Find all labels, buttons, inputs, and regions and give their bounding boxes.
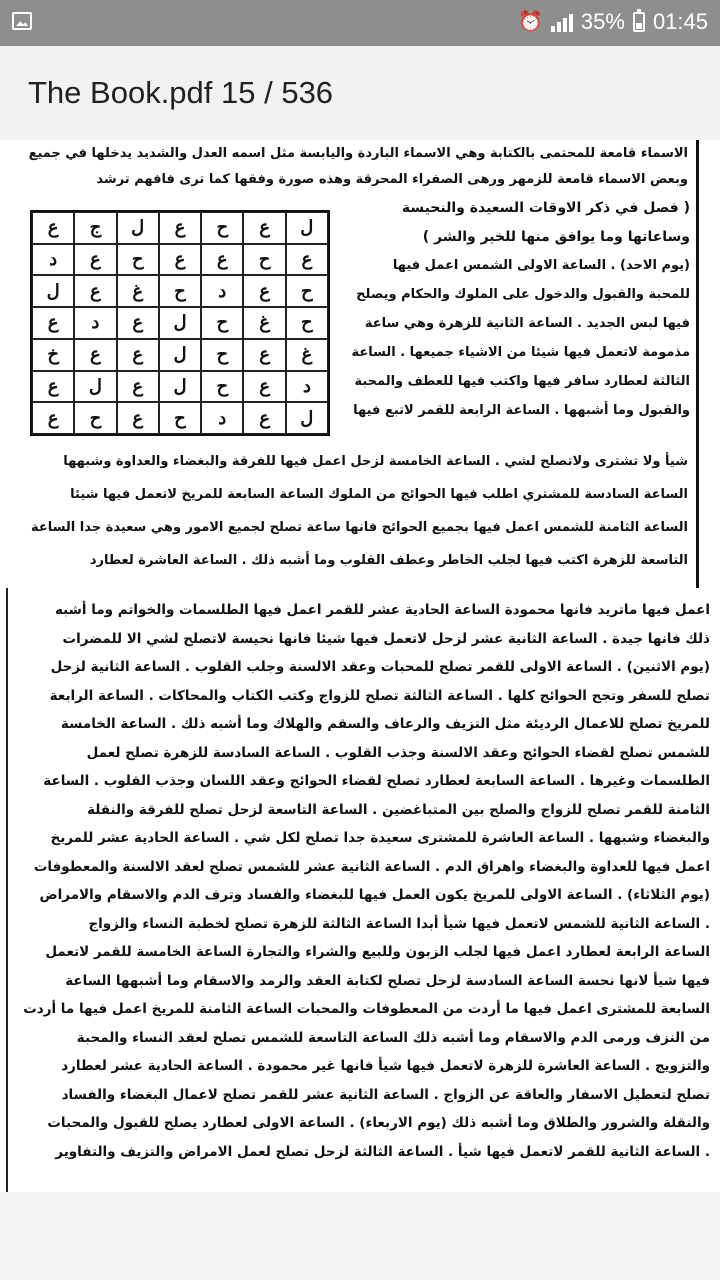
grid-cell: غ [117,275,159,307]
page-text-line: (يوم الاثنين) . الساعة الاولى للقمر تصلح للمحبات وعقد الالسنة وجلب القلوب . الساعة الثانية لزحل [50,659,710,675]
grid-cell: ل [117,212,159,244]
grid-cell: غ [243,307,285,339]
grid-cell: ل [286,402,328,434]
grid-cell: ع [32,402,74,434]
grid-cell: ح [74,402,116,434]
grid-cell: ع [286,244,328,276]
page-text-line: والتزويج . الساعة العاشرة للزهرة لاتعمل فيها شيأ فانها غير محمودة . الساعة الحادية عشر لعطارد [61,1058,710,1074]
grid-cell: ح [159,402,201,434]
grid-cell: ح [201,371,243,403]
page-text-line: للشمس تصلح لقضاء الحوائج وعقد الالسنة وجذب القلوب . الساعة السادسة للزهرة تصلح لعمل [86,744,710,761]
grid-cell: ل [159,339,201,371]
grid-cell: ع [32,307,74,339]
page-text-line: اعمل فيها ماتريد فانها محمودة الساعة الحادية عشر للقمر اعمل فيها الطلسمات والخواتم وما أشبه [54,602,710,618]
scanned-page-bottom [6,588,716,1192]
page-text-line: (يوم الاحد) . الساعة الاولى الشمس اعمل فيها [392,258,690,273]
grid-cell: خ [32,339,74,371]
clock-time: 01:45 [652,9,708,34]
grid-cell: ع [117,307,159,339]
grid-cell: ع [32,371,74,403]
page-text-line: شيأ ولا تشترى ولاتصلح لشي . الساعة الخامسة لزحل اعمل فيها للفرقة والبغضاء والعداوة وشبهها [63,454,688,469]
page-text-line: الاسماء قامعة للمحتمى بالكتابة وهي الاسماء الباردة واليابسة مثل اسمه العدل والشديد يدخلها في جميع [28,146,688,161]
grid-cell: ع [159,212,201,244]
page-text-line: (يوم الثلاثاء) . الساعة الاولى للمريخ يكون العمل فيها للبغضاء والفساد وترف الدم والاسقام والامراض [39,887,710,903]
page-text-line: التاسعة للزهرة اكتب فيها لجلب الخاطر وعطف القلوب وما أشبه ذلك . الساعة العاشرة لعطارد [89,553,688,568]
page-text-line: ذلك فانها جيدة . الساعة الثانية عشر لزحل لاتعمل فيها شيئا فانها نحيسة لاتصلح لشي الا للمضرات [62,630,710,647]
grid-cell: ل [286,212,328,244]
page-text-line: السابعة للمشترى اعمل فيها ما أردت من المعطوفات والمحبات الساعة الثامنة للمريخ اعمل فيها ما أردت [23,1001,710,1017]
app-header [0,46,720,140]
grid-cell: ح [243,244,285,276]
status-indicators [518,9,708,35]
page-text-line: الساعة الرابعة لعطارد اعمل فيها لجلب الزبون وللبيع والشراء والتجارة الساعة الخامسة للقمر لاتعمل [45,944,710,960]
page-text-line: الثامنة للقمر تصلح للزواج والصلح بين المتباغضين . الساعة التاسعة لزحل تصلح للفرقة والنقلة [87,801,710,818]
signal-icon [551,12,573,32]
page-text-line: الساعة السادسة للمشتري اطلب فيها الحوائج من الملوك الساعة السابعة للمريخ لاتعمل فيها شيئا [70,487,688,502]
page-text-line: . الساعة الثانية للشمس لاتعمل فيها شيأ أبدا الساعة الثالثة للزهرة تصلح لخطبة النساء والزواج [88,915,710,932]
page-text-line: اعمل فيها للعداوة والبغضاء واهراق الدم . الساعة الثانية عشر للشمس تصلح لعقد الالسنة والمعطوفات [33,858,710,875]
grid-cell: ع [74,244,116,276]
grid-cell: د [286,371,328,403]
grid-cell: ج [74,212,116,244]
grid-cell: ع [117,371,159,403]
grid-cell: ح [201,339,243,371]
page-text-line: من النزف ورمى الدم والاسقام وما أشبه ذلك الساعة التاسعة للشمس تصلح لعقد النساء والمحبة [76,1029,710,1046]
grid-cell: ع [201,244,243,276]
grid-cell: ح [286,275,328,307]
page-text-line: فيها شيأ لانها نحسة الساعة السادسة لزحل تصلح لكتابة العقد والرمد والاسقام وما أشبهها الساعة [65,972,710,989]
grid-cell: ع [243,371,285,403]
alarm-clock-icon: ⏰ [517,11,543,33]
grid-cell: ل [32,275,74,307]
grid-cell: د [201,275,243,307]
page-text-line: للمريخ تصلح للاعمال الرديئة مثل التزيف والرعاف والسقم والهلاك وما أشبه ذلك . الساعة الخامسة [60,716,710,732]
page-text-line: مذمومة لاتعمل فيها شيئا من الاشياء جميعها . الساعة [351,345,690,360]
grid-cell: ح [201,212,243,244]
pdf-page[interactable] [0,140,720,1192]
page-text-line: فيها لبس الجديد . الساعة الثانية للزهرة وهي ساعة [364,316,690,331]
page-text-line: ( فصل في ذكر الاوقات السعيدة والنحيسة [401,200,690,216]
page-text-line: وساعاتها وما يوافق منها للخير والشر ) [422,229,690,245]
document-title[interactable]: The Book.pdf 15 / 536 [28,75,334,110]
magic-square-grid [30,210,330,436]
page-text-line: والبغضاء وشبهها . الساعة العاشرة للمشترى سعيدة جدا تصلح لكل شي . الساعة الحادية عشر للمريخ [50,830,710,846]
grid-cell: ع [243,402,285,434]
grid-cell: ع [243,339,285,371]
page-text-line: تصلح لتعطيل الاسفار والعاقة عن الزواج . الساعة الثانية عشر للقمر تصلح لاعمال البغضاء والفساد [61,1086,710,1103]
grid-cell: ع [74,275,116,307]
grid-cell: ع [117,402,159,434]
battery-percent: 35% [580,9,625,34]
grid-cell: ل [159,307,201,339]
page-text-line: وبعض الاسماء قامعة للزمهر ورهى الصفراء المحرقة وهذه صورة وفقها كما ترى فافهم ترشد [96,172,688,187]
image-notification-icon [12,12,32,30]
page-text-line: . الساعة الثانية للقمر لاتعمل فيها شيأ . الساعة الثالثة لزحل تصلح لعمل الامراض والتزيف والتفاوير [55,1143,710,1160]
page-text-line: والنقلة والشرور والطلاق وما أشبه ذلك (يوم الاربعاء) . الساعة الاولى لعطارد يصلح للقبول والمحبات [47,1115,710,1131]
grid-cell: ح [286,307,328,339]
grid-cell: غ [286,339,328,371]
page-text-line: للمحبة والقبول والدخول على الملوك والحكام ويصلح [356,287,690,302]
page-text-line: الساعة الثامنة للشمس اعمل فيها بجميع الحوائج فانها ساعة تصلح لجميع الامور وهي سعيدة جدا الساعة [31,520,688,535]
grid-cell: ح [201,307,243,339]
grid-cell: ع [243,212,285,244]
grid-cell: د [32,244,74,276]
grid-cell: ح [159,275,201,307]
page-text-line: الطلسمات وغيرها . الساعة السابعة لعطارد تصلح لقضاء الحوائج وعقد اللسان وجذب القلوب . الساعة [43,773,710,789]
viewer-background [0,1192,720,1280]
scanned-page-top [6,140,699,591]
grid-cell: ع [159,244,201,276]
page-text-line: تصلح للسفر وتجح الحوائج كلها . الساعة الثالثة تصلح للزواج وكتب الكتاب والمحاكات . الساعة الرابعة [49,687,710,704]
page-text-line: والقبول وما أشبهها . الساعة الرابعة للقمر لاتبع فيها [353,403,690,418]
grid-cell: ح [117,244,159,276]
grid-cell: ل [74,371,116,403]
status-bar [0,0,720,46]
grid-cell: ع [117,339,159,371]
grid-cell: ل [159,371,201,403]
battery-icon [633,12,645,32]
grid-cell: ع [74,339,116,371]
grid-cell: ع [243,275,285,307]
grid-cell: ع [32,212,74,244]
grid-cell: د [74,307,116,339]
grid-cell: د [201,402,243,434]
page-text-line: الثالثة لعطارد سافر فيها واكتب فيها للعطف والمحبة [354,374,690,389]
